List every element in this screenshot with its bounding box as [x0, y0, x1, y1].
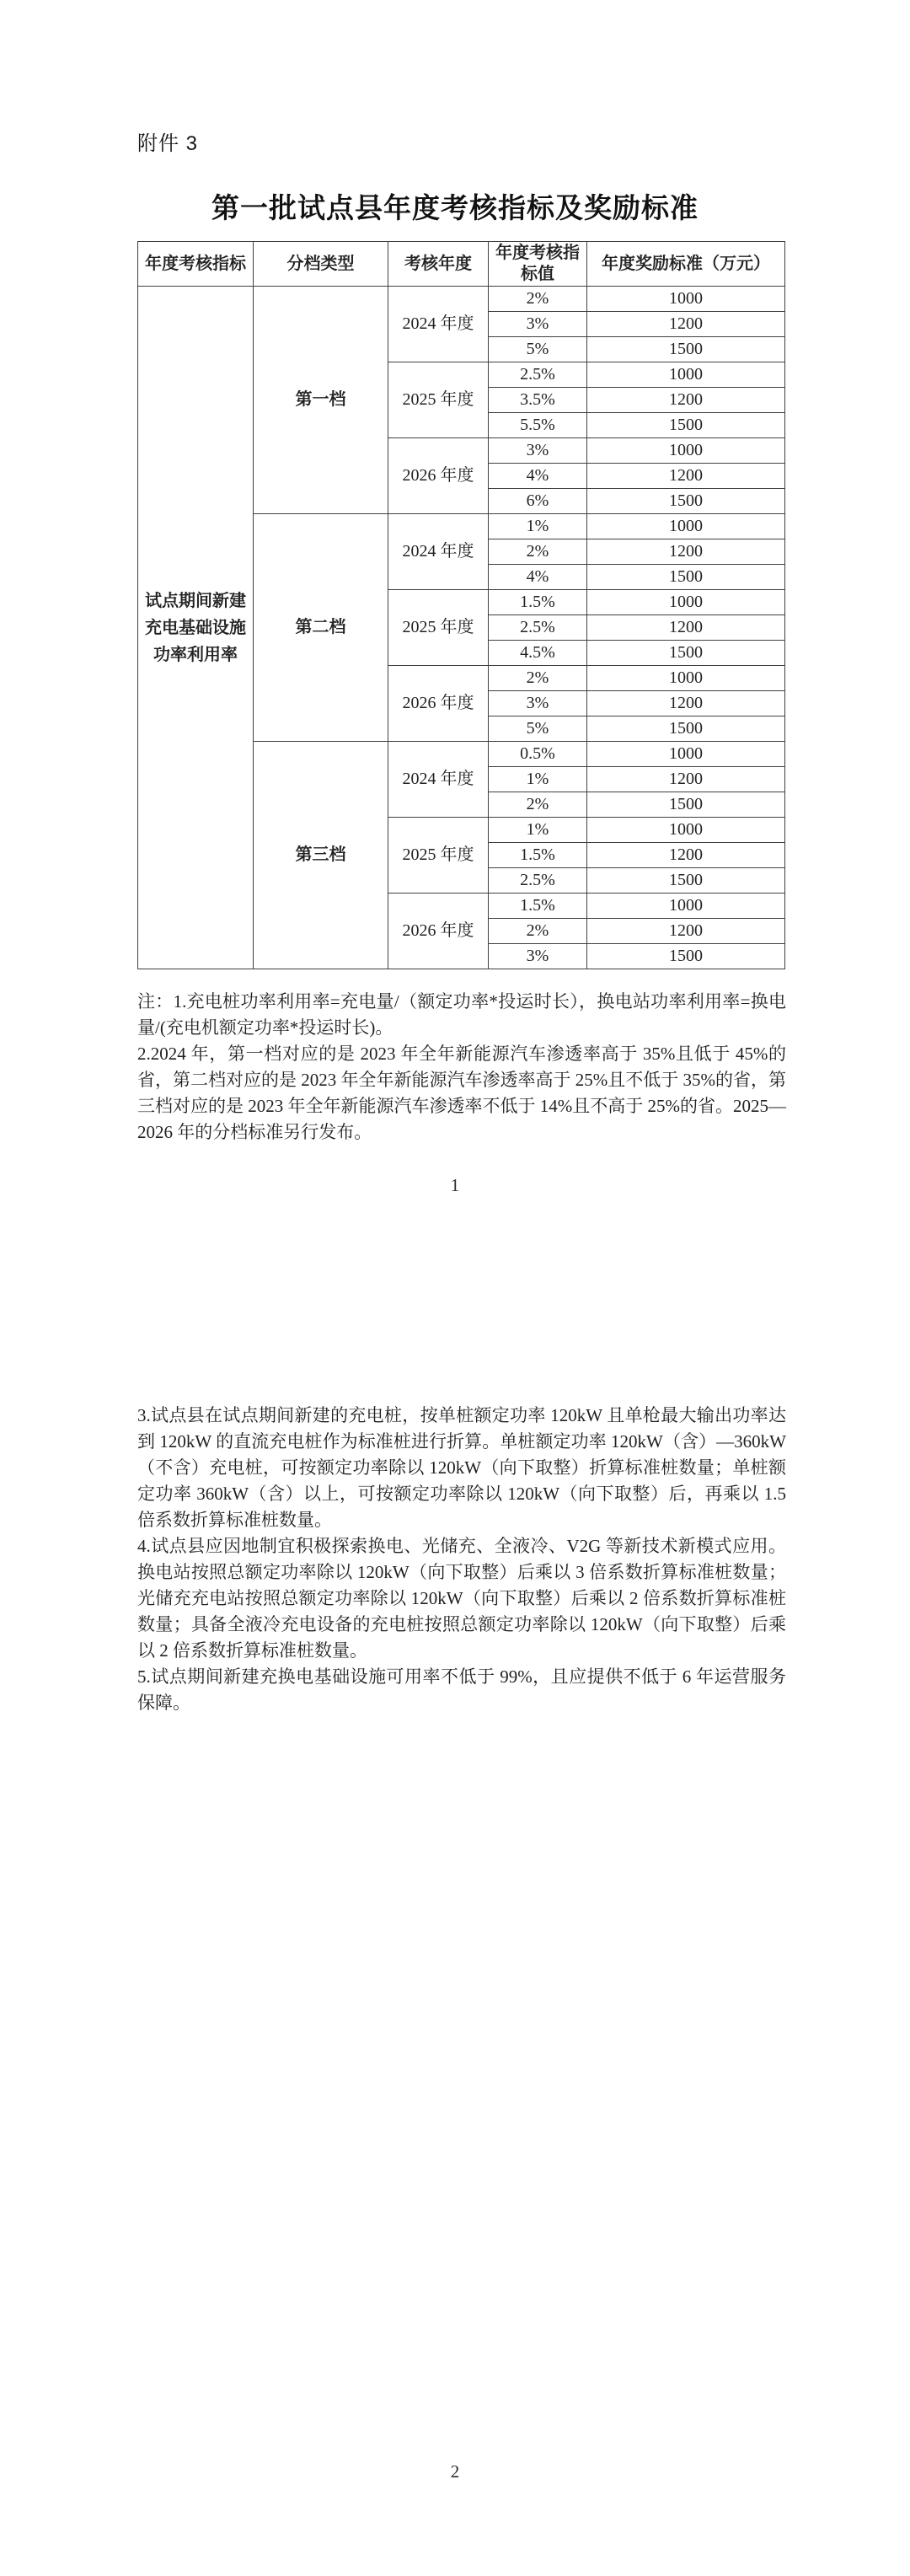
page-number-1: 1 [450, 1175, 460, 1195]
body-paragraph: 5.试点期间新建充换电基础设施可用率不低于 99%，且应提供不低于 6 年运营服务保障。 [137, 1666, 786, 1713]
attachment-label: 附件 3 [137, 132, 199, 155]
table-header-cell: 考核年度 [388, 242, 489, 287]
indicator-value-cell: 1% [489, 818, 587, 843]
reward-cell: 1000 [587, 362, 785, 388]
year-cell: 2024 年度 [388, 287, 489, 362]
reward-cell: 1000 [587, 590, 785, 615]
reward-cell: 1500 [587, 641, 785, 666]
indicator-value-cell: 5.5% [489, 413, 587, 438]
year-cell: 2024 年度 [388, 742, 489, 818]
reward-cell: 1000 [587, 438, 785, 464]
year-cell: 2025 年度 [388, 362, 489, 438]
indicator-value-cell: 2% [489, 792, 587, 818]
note-paragraph: 注：1.充电桩功率利用率=充电量/（额定功率*投运时长），换电站功率利用率=换电量/(充电机额定功率*投运时长)。 [137, 991, 786, 1038]
indicator-value-cell: 1.5% [489, 590, 587, 615]
indicator-value-cell: 2.5% [489, 362, 587, 388]
reward-cell: 1200 [587, 767, 785, 792]
reward-cell: 1200 [587, 388, 785, 413]
indicator-value-cell: 3% [489, 438, 587, 464]
indicator-cell: 试点期间新建充电基础设施功率利用率 [138, 287, 254, 969]
year-cell: 2025 年度 [388, 818, 489, 894]
reward-cell: 1200 [587, 919, 785, 944]
reward-cell: 1200 [587, 464, 785, 489]
reward-cell: 1500 [587, 489, 785, 514]
indicator-value-cell: 2% [489, 666, 587, 691]
indicator-value-cell: 1.5% [489, 843, 587, 868]
indicator-value-cell: 2.5% [489, 868, 587, 894]
reward-cell: 1500 [587, 565, 785, 590]
table-head [138, 242, 785, 287]
reward-cell: 1500 [587, 413, 785, 438]
indicator-value-cell: 4% [489, 464, 587, 489]
indicator-value-cell: 3% [489, 691, 587, 716]
page-title: 第一批试点县年度考核指标及奖励标准 [211, 194, 699, 224]
reward-cell: 1200 [587, 615, 785, 641]
year-cell: 2026 年度 [388, 438, 489, 514]
reward-cell: 1200 [587, 312, 785, 337]
reward-cell: 1500 [587, 792, 785, 818]
table-header-cell: 分档类型 [254, 242, 388, 287]
indicator-value-cell: 2% [489, 287, 587, 312]
tier-cell: 第一档 [254, 287, 388, 514]
reward-cell: 1200 [587, 691, 785, 716]
year-cell: 2025 年度 [388, 590, 489, 666]
body-paragraph: 3.试点县在试点期间新建的充电桩，按单桩额定功率 120kW 且单枪最大输出功率达到 120kW 的直流充电桩作为标准桩进行折算。单桩额定功率 120kW（含）—360kW（不含）充电桩，可按额定功率除以 120kW（向下取整）折算标准桩数量；单桩额定功率 360kW（含）以上，可按额定功率除以 120kW（向下取整）后，再乘以 1.5 倍系数折算标准桩数量。 [137, 1405, 786, 1530]
reward-cell: 1000 [587, 287, 785, 312]
table-header-cell: 年度考核指标 [138, 242, 254, 287]
indicator-value-cell: 5% [489, 337, 587, 362]
body-paragraph: 4.试点县应因地制宜积极探索换电、光储充、全液冷、V2G 等新技术新模式应用。换电站按照总额定功率除以 120kW（向下取整）后乘以 3 倍系数折算标准桩数量；光储充充电站按照总额定功率除以 120kW（向下取整）后乘以 2 倍系数折算标准桩数量；具备全液冷充电设备的充电桩按照总额定功率除以 120kW（向下取整）后乘以 2 倍系数折算标准桩数量。 [137, 1536, 786, 1661]
indicator-value-cell: 2% [489, 919, 587, 944]
indicator-value-cell: 3.5% [489, 388, 587, 413]
indicator-value-cell: 0.5% [489, 742, 587, 767]
indicator-value-cell: 1% [489, 514, 587, 539]
reward-cell: 1000 [587, 742, 785, 767]
table-header-cell: 年度考核指标值 [489, 242, 587, 287]
reward-cell: 1500 [587, 944, 785, 969]
table-row [138, 287, 785, 312]
reward-cell: 1000 [587, 894, 785, 919]
indicator-value-cell: 2% [489, 539, 587, 565]
reward-cell: 1500 [587, 716, 785, 742]
indicator-value-cell: 1% [489, 767, 587, 792]
note-paragraph: 2.2024 年，第一档对应的是 2023 年全年新能源汽车渗透率高于 35%且低于 45%的省，第二档对应的是 2023 年全年新能源汽车渗透率高于 25%且不低于 35%的省，第三档对应的是 2023 年全年新能源汽车渗透率不低于 14%且不高于 25%的省。2025—2026 年的分档标准另行发布。 [137, 1044, 786, 1142]
tier-cell: 第二档 [254, 514, 388, 742]
reward-cell: 1000 [587, 818, 785, 843]
indicator-value-cell: 1.5% [489, 894, 587, 919]
notes-block [137, 989, 786, 1146]
indicator-value-cell: 4% [489, 565, 587, 590]
reward-cell: 1500 [587, 337, 785, 362]
reward-cell: 1200 [587, 539, 785, 565]
reward-cell: 1000 [587, 666, 785, 691]
indicator-value-cell: 6% [489, 489, 587, 514]
indicator-value-cell: 2.5% [489, 615, 587, 641]
page2-paragraphs [137, 1403, 786, 1716]
table-header-row [138, 242, 785, 287]
year-cell: 2026 年度 [388, 666, 489, 742]
year-cell: 2026 年度 [388, 894, 489, 969]
table-body [138, 287, 785, 969]
indicator-value-cell: 3% [489, 312, 587, 337]
indicator-value-cell: 3% [489, 944, 587, 969]
indicator-value-cell: 4.5% [489, 641, 587, 666]
reward-cell: 1000 [587, 514, 785, 539]
assessment-table [137, 241, 785, 969]
indicator-value-cell: 5% [489, 716, 587, 742]
year-cell: 2024 年度 [388, 514, 489, 590]
table-header-cell: 年度奖励标准（万元） [587, 242, 785, 287]
page-number-2: 2 [450, 2461, 460, 2482]
reward-cell: 1200 [587, 843, 785, 868]
reward-cell: 1500 [587, 868, 785, 894]
tier-cell: 第三档 [254, 742, 388, 969]
